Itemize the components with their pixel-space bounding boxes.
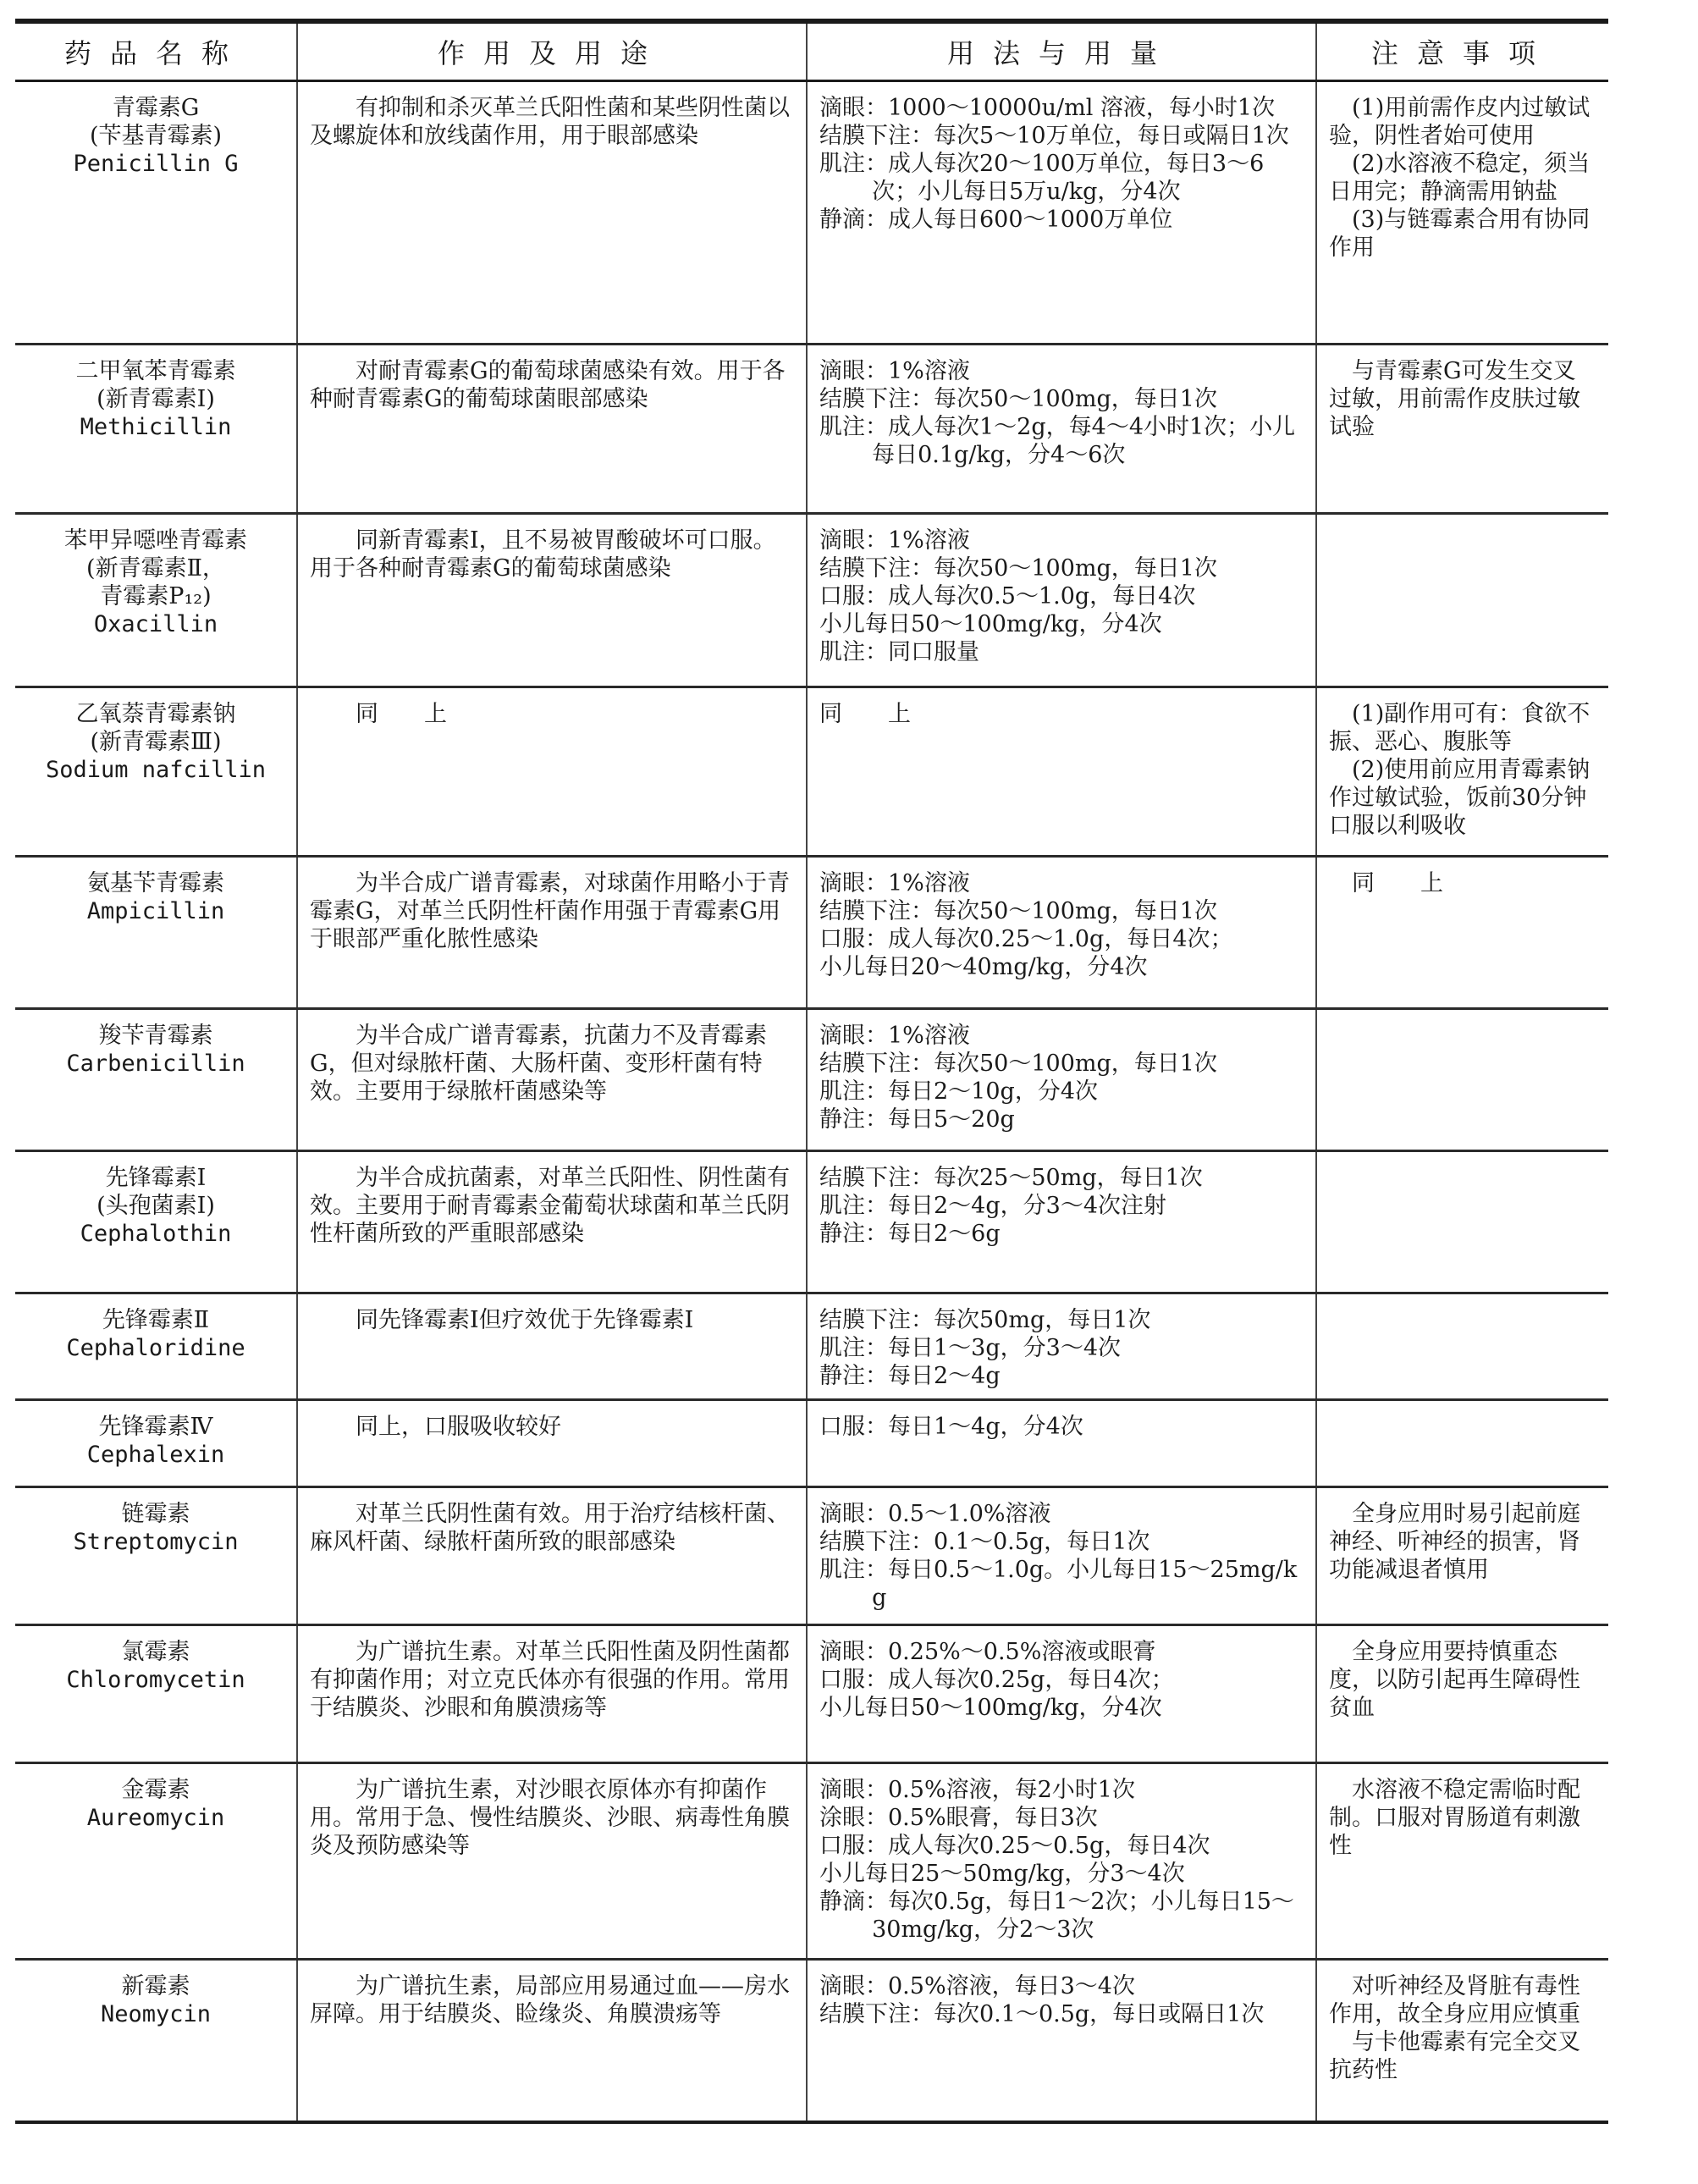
usage-line: 肌注：成人每次20～100万单位，每日3～6次；小儿每日5万u/kg，分4次 bbox=[819, 151, 1265, 205]
usage-line: 滴眼：0.5%溶液，每2小时1次 bbox=[819, 1777, 1135, 1803]
drug-name-cell bbox=[15, 1009, 297, 1151]
action-cell: 对耐青霉素G的葡萄球菌感染有效。用于各种耐青霉素G的葡萄球菌眼部感染 bbox=[297, 345, 807, 514]
usage-line: 口服：成人每次0.5～1.0g，每日4次 bbox=[819, 583, 1196, 609]
drug-name-en: Cephalexin bbox=[86, 1442, 225, 1468]
usage-line: 滴眼：0.25%～0.5%溶液或眼膏 bbox=[819, 1639, 1156, 1665]
drug-name-cn: 金霉素 bbox=[121, 1777, 190, 1803]
drug-name-cn: 青霉素P₁₂) bbox=[100, 583, 212, 609]
table-row bbox=[15, 1487, 1608, 1625]
table-row bbox=[15, 345, 1608, 514]
usage-line: 肌注：成人每次1～2g，每4～4小时1次；小儿每日0.1g/kg，分4～6次 bbox=[819, 414, 1296, 468]
usage-line: 口服：每日1～4g，分4次 bbox=[819, 1414, 1083, 1440]
drug-name-en: Cephaloridine bbox=[66, 1335, 245, 1361]
usage-cell bbox=[807, 514, 1316, 687]
usage-line: 静注：每日2～6g bbox=[819, 1221, 1001, 1247]
usage-cell bbox=[807, 345, 1316, 514]
usage-line: 肌注：每日0.5～1.0g。小儿每日15～25mg/kg bbox=[819, 1557, 1298, 1611]
action-cell: 为广谱抗生素，局部应用易通过血——房水屏障。用于结膜炎、睑缘炎、角膜溃疡等 bbox=[297, 1960, 807, 2122]
action-cell: 同先锋霉素Ⅰ但疗效优于先锋霉素Ⅰ bbox=[297, 1293, 807, 1400]
notes-cell bbox=[1316, 345, 1608, 514]
drug-name-en: Methicillin bbox=[80, 414, 232, 440]
notes-cell bbox=[1316, 1009, 1608, 1151]
notes-cell bbox=[1316, 1151, 1608, 1293]
usage-line: 结膜下注：每次25～50mg，每日1次 bbox=[819, 1165, 1203, 1191]
usage-cell bbox=[807, 81, 1316, 345]
notes-cell bbox=[1316, 514, 1608, 687]
drug-name-en: Chloromycetin bbox=[66, 1667, 245, 1693]
drug-name-en: Oxacillin bbox=[93, 611, 218, 637]
usage-line: 结膜下注：每次50～100mg，每日1次 bbox=[819, 386, 1217, 412]
usage-line: 肌注：每日2～10g，分4次 bbox=[819, 1078, 1098, 1105]
notes-line: (2)水溶液不稳定，须当日用完；静滴需用钠盐 bbox=[1329, 151, 1590, 205]
table-row bbox=[15, 81, 1608, 345]
notes-line: 同 上 bbox=[1352, 870, 1443, 896]
notes-cell bbox=[1316, 1763, 1608, 1960]
usage-cell bbox=[807, 1009, 1316, 1151]
table-row bbox=[15, 1763, 1608, 1960]
usage-line: 小儿每日50～100mg/kg，分4次 bbox=[819, 611, 1162, 637]
table-row bbox=[15, 514, 1608, 687]
usage-line: 滴眼：0.5～1.0%溶液 bbox=[819, 1501, 1051, 1527]
drug-name-cn: 新霉素 bbox=[121, 1973, 190, 1999]
notes-line: (1)用前需作皮内过敏试验，阴性者始可使用 bbox=[1329, 95, 1590, 149]
usage-line: 肌注：同口服量 bbox=[819, 639, 979, 665]
notes-line: (2)使用前应用青霉素钠作过敏试验，饭前30分钟口服以利吸收 bbox=[1329, 757, 1590, 839]
notes-cell bbox=[1316, 687, 1608, 857]
usage-cell bbox=[807, 857, 1316, 1009]
drug-name-cell bbox=[15, 345, 297, 514]
notes-line: 水溶液不稳定需临时配制。口服对胃肠道有刺激性 bbox=[1329, 1777, 1580, 1859]
usage-line: 结膜下注：每次50mg，每日1次 bbox=[819, 1307, 1151, 1333]
drug-name-en: Sodium nafcillin bbox=[45, 757, 267, 783]
usage-line: 静滴：成人每日600～1000万单位 bbox=[819, 207, 1173, 233]
drug-name-cell bbox=[15, 1293, 297, 1400]
notes-cell bbox=[1316, 1960, 1608, 2122]
notes-line: 与青霉素G可发生交叉过敏，用前需作皮肤过敏试验 bbox=[1329, 358, 1580, 440]
drug-name-cell bbox=[15, 1960, 297, 2122]
notes-cell bbox=[1316, 1487, 1608, 1625]
notes-line: (3)与链霉素合用有协同作用 bbox=[1329, 207, 1590, 261]
table-row bbox=[15, 1400, 1608, 1487]
usage-cell bbox=[807, 1763, 1316, 1960]
drug-name-cell bbox=[15, 1625, 297, 1763]
usage-cell bbox=[807, 687, 1316, 857]
drug-name-cell bbox=[15, 1487, 297, 1625]
usage-line: 口服：成人每次0.25～1.0g，每日4次； bbox=[819, 926, 1233, 952]
usage-line: 涂眼：0.5%眼膏，每日3次 bbox=[819, 1805, 1098, 1831]
drug-name-cn: 羧苄青霉素 bbox=[98, 1023, 213, 1049]
notes-cell bbox=[1316, 1400, 1608, 1487]
notes-cell bbox=[1316, 1293, 1608, 1400]
drug-name-en: Neomycin bbox=[100, 2001, 212, 2027]
drug-name-en: Penicillin G bbox=[73, 151, 239, 177]
usage-line: 静注：每日5～20g bbox=[819, 1106, 1015, 1133]
drug-name-cell bbox=[15, 1151, 297, 1293]
drug-name-cn: (头孢菌素Ⅰ) bbox=[96, 1193, 215, 1219]
action-cell: 为半合成广谱青霉素，抗菌力不及青霉素G，但对绿脓杆菌、大肠杆菌、变形杆菌有特效。主要用于绿脓杆菌感染等 bbox=[297, 1009, 807, 1151]
table-row bbox=[15, 1151, 1608, 1293]
action-cell: 同 上 bbox=[297, 687, 807, 857]
header-row bbox=[15, 21, 1608, 81]
usage-cell bbox=[807, 1151, 1316, 1293]
table-row bbox=[15, 1625, 1608, 1763]
notes-line: (1)副作用可有：食欲不振、恶心、腹胀等 bbox=[1329, 701, 1590, 755]
drug-name-en: Streptomycin bbox=[73, 1529, 239, 1555]
drug-name-cn: (新青霉素Ⅱ， bbox=[86, 555, 225, 582]
header-action: 作用及用途 bbox=[297, 21, 807, 81]
action-cell: 同上，口服吸收较好 bbox=[297, 1400, 807, 1487]
notes-line: 与卡他霉素有完全交叉抗药性 bbox=[1329, 2029, 1580, 2083]
usage-line: 结膜下注：每次50～100mg，每日1次 bbox=[819, 555, 1217, 582]
usage-line: 口服：成人每次0.25～0.5g，每日4次 bbox=[819, 1833, 1210, 1859]
table-row bbox=[15, 857, 1608, 1009]
drug-name-cn: 苯甲异噁唑青霉素 bbox=[64, 527, 247, 554]
action-cell: 为广谱抗生素，对沙眼衣原体亦有抑菌作用。常用于急、慢性结膜炎、沙眼、病毒性角膜炎及预防感染等 bbox=[297, 1763, 807, 1960]
drug-name-cell bbox=[15, 1400, 297, 1487]
usage-cell bbox=[807, 1960, 1316, 2122]
notes-line: 全身应用要持慎重态度，以防引起再生障碍性贫血 bbox=[1329, 1639, 1580, 1721]
drug-name-en: Ampicillin bbox=[86, 898, 225, 924]
usage-line: 结膜下注：0.1～0.5g，每日1次 bbox=[819, 1529, 1150, 1555]
usage-line: 口服：成人每次0.25g，每日4次； bbox=[819, 1667, 1174, 1693]
usage-line: 滴眼：1%溶液 bbox=[819, 358, 970, 384]
drug-name-cn: 先锋霉素Ⅰ bbox=[105, 1165, 207, 1191]
header-notes: 注意事项 bbox=[1316, 21, 1608, 81]
usage-line: 静注：每日2～4g bbox=[819, 1363, 1001, 1389]
usage-line: 结膜下注：每次50～100mg，每日1次 bbox=[819, 1051, 1217, 1077]
notes-line: 对听神经及肾脏有毒性作用，故全身应用应慎重 bbox=[1329, 1973, 1580, 2027]
usage-line: 肌注：每日1～3g，分3～4次 bbox=[819, 1335, 1121, 1361]
usage-line: 滴眼：1%溶液 bbox=[819, 870, 970, 896]
usage-cell bbox=[807, 1625, 1316, 1763]
notes-line: 全身应用时易引起前庭神经、听神经的损害，肾功能减退者慎用 bbox=[1329, 1501, 1580, 1583]
usage-cell bbox=[807, 1293, 1316, 1400]
drug-name-cell bbox=[15, 514, 297, 687]
table-row bbox=[15, 1293, 1608, 1400]
drug-name-cn: 乙氧萘青霉素钠 bbox=[75, 701, 236, 727]
usage-line: 滴眼：1%溶液 bbox=[819, 527, 970, 554]
notes-cell bbox=[1316, 1625, 1608, 1763]
usage-cell bbox=[807, 1487, 1316, 1625]
usage-cell bbox=[807, 1400, 1316, 1487]
document-page bbox=[15, 19, 1608, 2160]
usage-line: 肌注：每日2～4g，分3～4次注射 bbox=[819, 1193, 1166, 1219]
action-cell: 对革兰氏阴性菌有效。用于治疗结核杆菌、麻风杆菌、绿脓杆菌所致的眼部感染 bbox=[297, 1487, 807, 1625]
action-cell: 为半合成广谱青霉素，对球菌作用略小于青霉素G，对革兰氏阴性杆菌作用强于青霉素G用于眼部严重化脓性感染 bbox=[297, 857, 807, 1009]
usage-line: 静滴：每次0.5g，每日1～2次；小儿每日15～30mg/kg，分2～3次 bbox=[819, 1889, 1294, 1943]
drug-name-en: Aureomycin bbox=[86, 1805, 225, 1831]
table-row bbox=[15, 1960, 1608, 2122]
usage-line: 滴眼：0.5%溶液，每日3～4次 bbox=[819, 1973, 1135, 1999]
usage-line: 结膜下注：每次5～10万单位，每日或隔日1次 bbox=[819, 123, 1289, 149]
notes-cell bbox=[1316, 857, 1608, 1009]
drug-name-en: Carbenicillin bbox=[66, 1051, 245, 1077]
usage-line: 小儿每日50～100mg/kg，分4次 bbox=[819, 1695, 1162, 1721]
drug-name-cn: (新青霉素Ⅲ) bbox=[90, 729, 222, 755]
usage-line: 小儿每日20～40mg/kg，分4次 bbox=[819, 954, 1148, 980]
usage-line: 小儿每日25～50mg/kg，分3～4次 bbox=[819, 1861, 1185, 1887]
drug-name-cn: 氨基苄青霉素 bbox=[87, 870, 224, 896]
usage-line: 结膜下注：每次0.1～0.5g，每日或隔日1次 bbox=[819, 2001, 1265, 2027]
drug-name-cn: (苄基青霉素) bbox=[89, 123, 223, 149]
drug-name-cn: 链霉素 bbox=[121, 1501, 190, 1527]
drug-name-cell bbox=[15, 1763, 297, 1960]
notes-cell bbox=[1316, 81, 1608, 345]
action-cell: 同新青霉素Ⅰ，且不易被胃酸破坏可口服。用于各种耐青霉素G的葡萄球菌感染 bbox=[297, 514, 807, 687]
action-cell: 为广谱抗生素。对革兰氏阳性菌及阴性菌都有抑菌作用；对立克氏体亦有很强的作用。常用于结膜炎、沙眼和角膜溃疡等 bbox=[297, 1625, 807, 1763]
drug-name-cell bbox=[15, 857, 297, 1009]
usage-line: 同 上 bbox=[819, 701, 911, 727]
table-body bbox=[15, 81, 1608, 2122]
action-cell: 有抑制和杀灭革兰氏阳性菌和某些阴性菌以及螺旋体和放线菌作用，用于眼部感染 bbox=[297, 81, 807, 345]
action-cell: 为半合成抗菌素，对革兰氏阳性、阴性菌有效。主要用于耐青霉素金葡萄状球菌和革兰氏阴性杆菌所致的严重眼部感染 bbox=[297, 1151, 807, 1293]
drug-name-cn: 二甲氧苯青霉素 bbox=[75, 358, 236, 384]
header-usage: 用法与用量 bbox=[807, 21, 1316, 81]
header-drug-name: 药品名称 bbox=[15, 21, 297, 81]
drug-name-cn: 先锋霉素Ⅳ bbox=[98, 1414, 213, 1440]
drug-name-en: Cephalothin bbox=[80, 1221, 232, 1247]
drug-name-cell bbox=[15, 81, 297, 345]
usage-line: 滴眼：1%溶液 bbox=[819, 1023, 970, 1049]
drug-name-cell bbox=[15, 687, 297, 857]
drug-name-cn: 氯霉素 bbox=[121, 1639, 190, 1665]
table-row bbox=[15, 1009, 1608, 1151]
drug-name-cn: 先锋霉素Ⅱ bbox=[102, 1307, 210, 1333]
usage-line: 滴眼：1000～10000u/ml 溶液，每小时1次 bbox=[819, 95, 1276, 121]
drug-name-cn: 青霉素G bbox=[112, 95, 200, 121]
usage-line: 结膜下注：每次50～100mg，每日1次 bbox=[819, 898, 1217, 924]
table-row bbox=[15, 687, 1608, 857]
drug-name-cn: (新青霉素Ⅰ) bbox=[96, 386, 215, 412]
drug-table bbox=[15, 19, 1608, 2124]
